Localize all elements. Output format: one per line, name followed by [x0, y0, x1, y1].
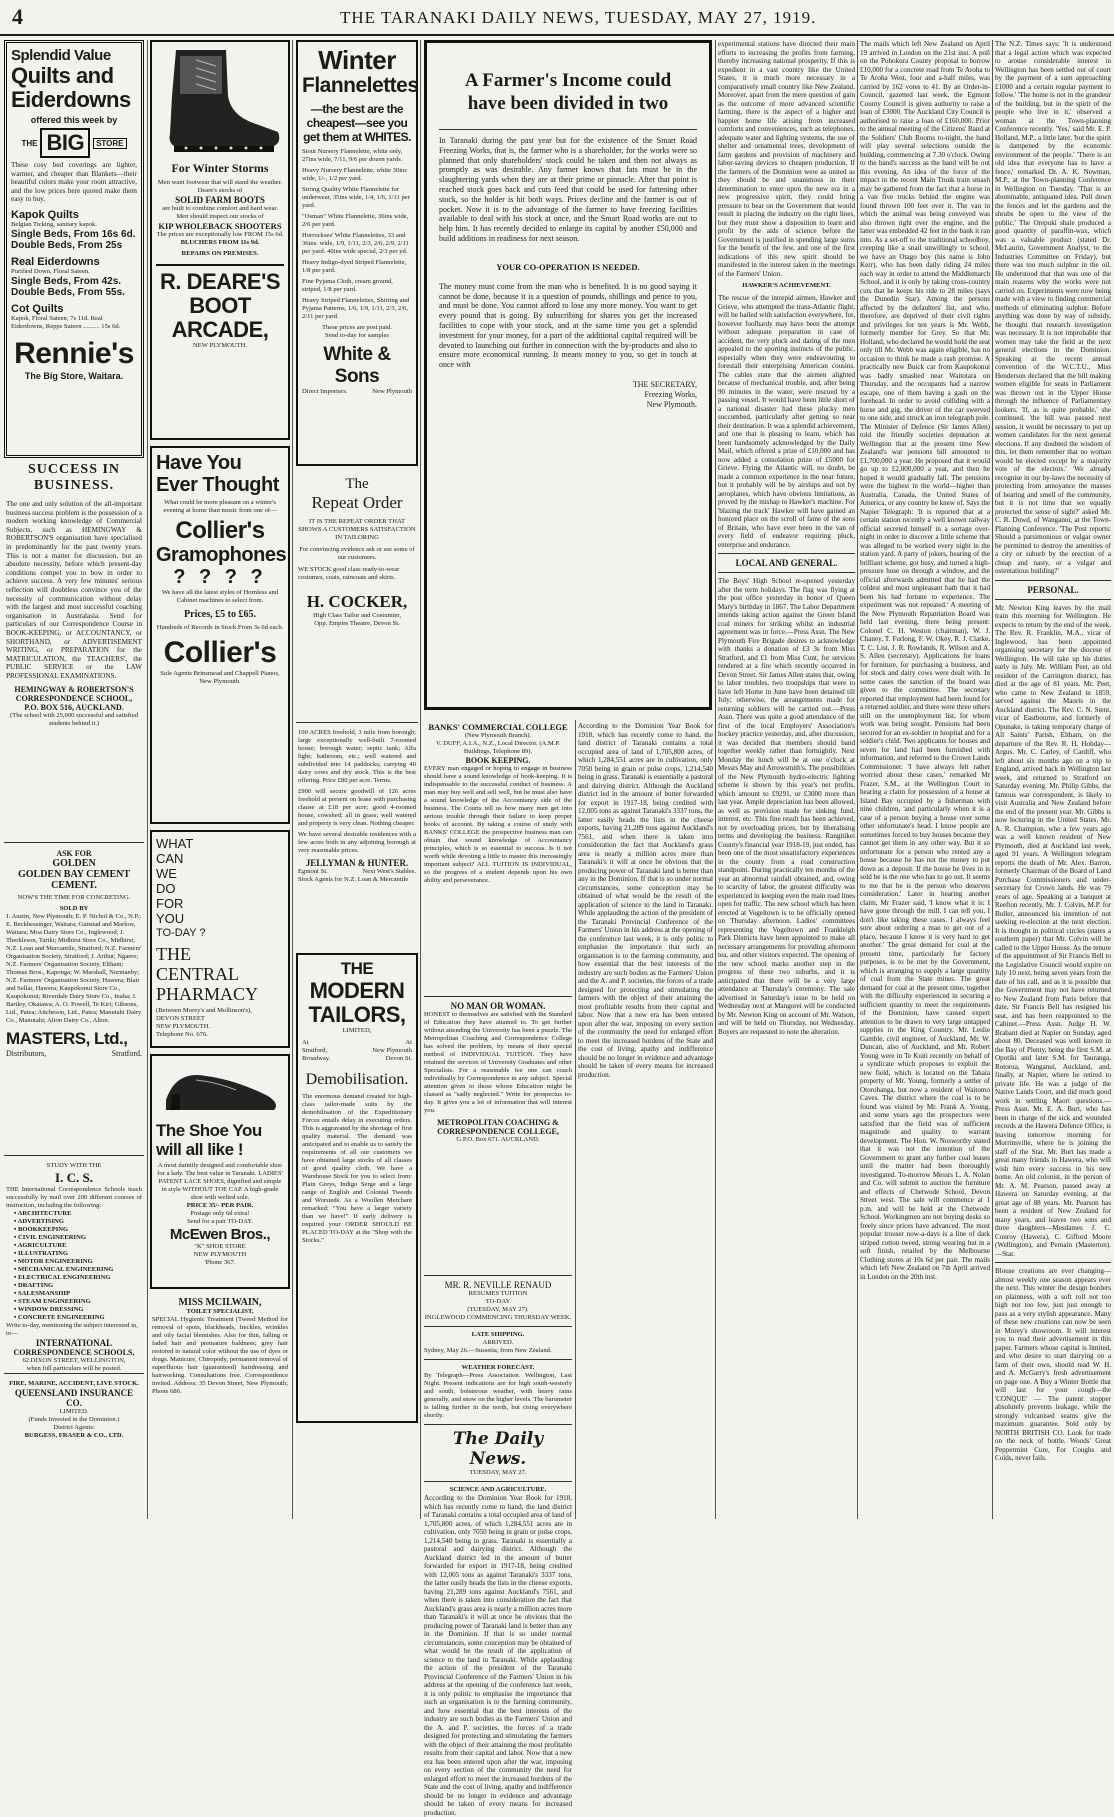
boot-illustration [156, 46, 284, 156]
rennie-ad: Splendid Value Quilts and Eiderdowns offered this week by THE BIG STORE These cosy bed coverings are lighter, warmer, and cheaper than Blankets—their beautiful colors make your room attractive, and the low prices here quoted make them easy to buy. Kapok Quilts Belgian Ticking, sanitary kapok. Single Beds, From 16s 6d. Double Beds, From 25s Real Eiderdowns Purified Down, Floral Sateen. Single Beds, From 42s. Double Beds, From 55s. Cot Quilts Kapok, Floral Sateen, 7s 11d. Real Eiderdowns, Repps Sateen .......... 15s 6d. Rennie's The Big Store, Waitara. [4, 40, 144, 458]
course-item: ▪ MOTOR ENGINEERING [14, 1258, 93, 1265]
mcilwain-ad: MISS MCILWAIN, TOILET SPECIALIST, SPECIAL Hygienic Treatment (Tweed Method for removal of spots, blackheads, freckles, wrinkles and oily facial blemishes. Also for thin, falling or faded hair and premature baldness; grey hair restored to natural color without the use of dyes or drugs. Manicure, Chiropody, permanent removal of superfluous hair (guaranteed) hairdressing and hairworking. Consultations free. Correspondence invited. Address: 35 Devon Street, New Plymouth; Phone 686. [152, 1297, 288, 1395]
whites-logo: White & Sons [323, 344, 391, 387]
course-item: ▪ DRAFTING [14, 1282, 54, 1289]
pharmacy-slogan-line: CAN [156, 851, 184, 866]
editorial-continuation: According to the Dominion Year Book for 1918, which has recently come to hand, the land district of Taranaki contains a total occupied area of land of 1,705,800 acres, of which 1,284,551 acres are in cultivation, only 7050 being in grain or pulse crops, 1,214,540 being in grass. Taranaki is essentially a pastoral and dairying district. Although the Auckland district led in the amount of butter forwarded for export in 1917-18, being credited with 12,005 tons as against Taranaki's 3337 tons, the latter easily heads the lists in the cheese exports, having 21,289 tons against Auckland's 7561, and when there is taken into consideration the fact that Auckland's grass area is nearly a million acres more than Taranaki's it will at once be obvious that the producing power of Taranaki land is better than any in the Dominion. If that is so under normal circumstances, some conception may be obtained of what would be the result of the application of science to the land in Taranaki. While applauding the action of the president of the Taranaki Provincial Conference of the Farmers' Union in his address at the opening of the conference last week, it is only politic to emphasise the importance that such an organisation is to the farming community, and how essential that the best interests of the industry are such bodies as the Farmers' Union and the A. and P. societies, the forces of a trade designed for protecting and stimulating the farmers with the object of their attaining the most profitable results from their capital and labor. Now that a new era has been entered upon after the war, imposing on every section of the community the need for enlarged effort to meet the increased burdens of the State and the cost of living, apathy and indifference should be no longer in evidence and advantage should be taken of every means for increased production. [578, 722, 713, 1079]
cocker-ad: The Repeat Order IT IS THE REPEAT ORDER THAT SHOWS A CUSTOMERS SATISFACTION IN TAILORING For convincing evidence ask or see some of our customers. WE STOCK good class ready-to-wear costumes, coats, raincoats and skirts. H. COCKER, High Class Tailor and Costumier, Opp. Empire Theatre, Devon St. [298, 476, 416, 627]
ad-headline: MR. R. NEVILLE RENAUD [444, 1280, 552, 1290]
course-item: ▪ ARCHITECTURE [14, 1210, 72, 1217]
ad-headline: NO MAN OR WOMAN. [450, 1001, 546, 1011]
personal-news: Mr. Newton King leaves by the mail train this morning for Wellington. He expects to return by the end of the week. The Rev. R. Franklin, M.A., vicar of Inglewood, has been appointed organising secretary for the diocese of Wellington. He will take up his duties early in July. Mr. William Peet, an old resident of the Carrington district, has died at the age of 81 years. Mr. Peet, who came to New Zealand in 1859, served against the Maoris in the Auckland district. The Rev. C. N. Stent, vicar of Eastbourne, and formerly of Opunake, is taking temporary charge of All Saints' Parish, Eltham, on the departure of the Rev. R. H. Hobday—Argus. Mr. C. Carley, of Cardiff, who left about six months ago on a trip to England, arrived back in Wellington last week, and returned to Stratford on Saturday evening. Mr. Philip Gibbs, the famous war correspondent, is likely to visit Australia and New Zealand before the end of the present year. Mr. Gibbs is now lecturing in the United States. Mr. A. R. Champion, who a few years ago was a well known resident of New Plymouth, died at Auckland last week, aged 91 years. A Wellington telegram reports the death of Mr. Alex. Barron, formerly Chairman of the Board of Land Purchase Commissioners and under-secretary for Crown lands. He was 79 years of age. Speaking at a banquet at Reefton recently, Mr. J. Colvin, M.P. for Buller, announced his intention of not seeking re-election at the next election. It is thought in political circles (states a southern paper) that Mr. Colvin will be called to the Upper House. As the tenure of the appointment of Sir Francis Bell to the Legislative Council would expire on July 10 next, being seven years from the date of his call, and as it is possible that the Government may not have returned to New Zealand from Paris before that date, Sir Francis Bell has resigned his seat, and has been reappointed to the Cabinet.—Press Assn. Judge H. W. Brabant died at Napier on Sunday, aged about 80. Deceased was well known in the Bay of Plenty, being the first S.M. at Opotiki and later S.M. for Tauranga, Rotorua, Wanganui, Auckland, and, finally, at Napier, where he retired to private life. He was a judge of the Native Lands Court, and did much good work in settling Maori questions.—Press Assn. Mr. E. A. Burt, who has been in charge of the sick and wounded records at the Hawera Defence Office, is leaving tomorrow morning for Morrinsville, where he is joining the staff of the Star. Mr. Burt has made a great many friends in Hawera, who will wish him every success in his new home. An old colonist, in the person of Mr. A. M. Pearson, passed away at Hawera on Saturday evening, at the great age of 88 years. Mr. Pearson has been a resident of New Zealand for many years, and leaves two sons and three daughters—Mesdames J. C. Conroy (Hawera), C. Gifford Moore (Wellington), and Pernain (Masterton).—Star. [995, 603, 1111, 1258]
ics-ad: STUDY WITH THE I. C. S. THE International Correspondence Schools teach successfully by mail over 200 different courses of instruction, including the following: ▪ ARCHITECTURE ▪ ADVERTISING ▪ BOOKKEEPING ▪ CIVIL ENGINEERING ▪ AGRICULTURE ▪ ILLUSTRATING ▪ MOTOR ENGINEERING ▪ MECHANICAL ENGINEERING ▪ ELECTRICAL ENGINEERING ▪ DRAFTING ▪ SALESMANSHIP ▪ STEAM ENGINEERING ▪ WINDOW DRESSING ▪ CONCRETE ENGINEERING Write to-day, mentioning the subject interested in, to— INTERNATIONAL CORRESPONDENCE SCHOOLS, 62 DIXON STREET, WELLINGTON, when full particulars will be posted. [6, 1162, 142, 1372]
pharmacy-slogan-line: WHAT [156, 836, 194, 851]
column-rule [715, 40, 716, 1519]
late-shipping: LATE SHIPPING. ARRIVED. Sydney, May 26.—Sussetia, from New Zealand. [424, 1331, 552, 1354]
pharmacy-slogan-line: TO-DAY ? [156, 927, 206, 939]
masters-logo: MASTERS, Ltd., [6, 1029, 128, 1048]
deare-ad: For Winter Storms Men want footwear that will stand the weather. Deare's stocks of SOLID FARM BOOTS are built to combine comfort and hard wear. Men should inspect our stocks of KIP WHOLEBACK SHOOTERS The prices are exceptionally low FROM 15s 6d. BLUCHERS FROM 11s 9d. REPAIRS ON PREMISES. R. DEARE'S BOOT ARCADE, NEW PLYMOUTH. [150, 40, 290, 440]
ad-headline: Quilts and [11, 63, 114, 88]
flannelette-item: Fine Pyjama Cloth, cream ground, striped, 1/8 per yard. [302, 278, 393, 293]
queensland-insurance-ad: FIRE, MARINE, ACCIDENT, LIVE STOCK. QUEENSLAND INSURANCE CO. LIMITED. (Funds Invested in the Dominion.) District Agents: BURGESS, FRASER & CO., LTD. [4, 1378, 144, 1442]
ad-headline: Eiderdowns [11, 87, 131, 112]
column-rule [575, 720, 576, 1519]
cocker-logo: H. COCKER, [306, 592, 408, 611]
flannelette-item: Horrockses' White Flannelettes, 33 and 36ins. wide, 1/9, 1/11, 2/3, 2/6, 2/9, 2/11 per yard. 40ins wide special, 2/3 per yd. [302, 232, 409, 255]
column-1 [4, 40, 144, 1519]
column-rule [292, 40, 293, 1519]
pharmacy-slogan-line: FOR [156, 896, 184, 911]
course-list [14, 1210, 142, 1322]
column-2 [150, 40, 290, 1519]
course-item: ▪ SALESMANSHIP [14, 1290, 71, 1297]
flannelette-list [302, 148, 412, 321]
ad-headline: CENTRAL [156, 964, 239, 984]
course-item: ▪ ILLUSTRATING [14, 1250, 69, 1257]
colliers-ad: Have You Ever Thought What could be more pleasant on a winter's evening at home than music from one of— Collier's Gramophones ? ? ? ? We have all the latest styles of Hornless and Cabinet machines to select from. Prices, £5 to £65. Hundreds of Records in Stock From 3s 6d each. Collier's Sole Agents Brinsmead and Chappell Pianos, New Plymouth. [150, 446, 290, 824]
flannelette-item: Heavy Striped Flannelettes, Shirting and Pyjama Patterns, 1/6, 1/9, 1/11, 2/3, 2/6, 2/11 per yard. [302, 297, 410, 320]
course-item: ▪ ELECTRICAL ENGINEERING [14, 1274, 111, 1281]
section-heading: HAWKER'S ACHIEVEMENT. [742, 282, 831, 289]
modern-tailors-ad: THE MODERN TAILORS, LIMITED, At At Stratford, New Plymouth Broadway. Devon St. Demobilisation. The enormous demand created for high-class tailor-made suits by the demobilisation of the Expeditionary Forces entails delay in executing orders. This is aggravated by the shortage of first quality material. The demand was anticipated and to enable us to satisfy the requirements of all our customers we have obtained large stocks of all classes of good quality cloth. We have a Warehouse Stock for you to select from: Plain Greys, Indigo Serge and a large range of English and Colonial Tweeds and Worsteds. As a Woollen Merchant remarked: "You have a larger variety than we have!" If early delivery is required your ORDER SHOULD BE PLACED TO-DAY at the "Shop with the Stocks." [296, 953, 418, 1423]
column-5-lower [578, 722, 713, 1519]
ad-text: The one and only solution of the all-important business success problem is the possession of a modern working knowledge of Commercial Subjects, such as HEMINGWAY & ROBERTSON'S organisation have specialised in predominantly for the past twenty years. This is not a matter for discussion, but an absolute necessity, before which present-day conditions compel you to bow in order to achieve success. A very few minutes' serious reflection will doubtless convince you of the necessity of communication without delay with the largest and most successful coaching organisation in Australasia. Send for particulars of our Correspondence Course in BOOK-KEEPING, or ACCOUNTANCY, or SHORTHAND, or ADVERTISEMENT WRITING, or PREPARATION for the MATRICULATION, the TEACHERS', the PUBLIC SERVICE or the LAW PROFESSIONAL EXAMINATIONS. [6, 500, 142, 680]
column-rule [147, 40, 148, 1519]
ad-subhead: Cot Quilts [11, 302, 64, 315]
ad-headline: The Shoe You [156, 1121, 262, 1140]
column-rule [992, 40, 993, 1519]
pharmacy-slogan-line: WE [156, 866, 177, 881]
ad-headline: Splendid Value [11, 47, 111, 64]
banks-college-ad: BANKS' COMMERCIAL COLLEGE (New Plymouth Branch). V. DUFF, A.I.A., N.Z., Local Director. (A.M.P. Buildings, Telephone 89). BOOK KEEPING. EVERY man engaged or hoping to engage in business should have a sound knowledge of book-keeping. It is indispensable to the successful conduct of business. A man may buy well and sell well, but he must also have a sound knowledge of the Accountancy side of the business. The Courts tell us how many men get into serious trouble through their failure to keep proper books of account. By taking a course of study with BANKS' COLLEGE the prospective business man can obtain that sound knowledge of Accountancy principles, which is so essential to success. Is it not worth while devoting a little to master this increasingly important subject? ALL TUITION IS INDIVIDUAL, so the progress of a student depends upon his own ability and perseverance. [424, 722, 572, 884]
renaud-notice: MR. R. NEVILLE RENAUD RESUMES TUITION TO-DAY (TUESDAY, MAY 27). INGLEWOOD COMMENCING THURSDAY WEEK. [424, 1280, 572, 1321]
course-item: ▪ MECHANICAL ENGINEERING [14, 1266, 114, 1273]
page-number: 4 [12, 4, 23, 29]
ad-headline: Ever Thought [156, 474, 279, 496]
column-8: The N.Z. Times says: 'It is understood that a legal action which was expected to arouse considerable interest in Wellington has been settled out of court by the payment of a sum approaching £1000 and a certain regular payment to follow.' 'The home is not in the grandeur of the building, but in the spirit of the people who live in it,' observed a woman at the Town-planning Conference recently. 'Yes,' said Mr. E. P. Holland, M.P., a little later, 'but the spirit is dampened by the economic environment of the people.' 'There is an old idea that everyone has to have a fence,' remarked Dr. A. K. Newman, M.P., at the Town-planning Conference in Wellington on Tuesday. 'That is an abominable, antiquated idea. Pull down the fences and let the gardens and the shrubs be open to the view of the public.' The Orepuki shale produced a good quantity of paraffin-wax, which was a valuable product (stated Dr. McLaurin, Government Analyst, to the Industries Committee on Friday), but there was too much sulphur in the oil. He understood that that was one of the main reasons why the works were not carried on. Experiments were now being made with a view to finding commercial methods of eliminating sulphur. Before anything was done by way of subsidy, he thought that research investigation was necessary. It is not improbable that women may take the field at the next general elections in the Dominion. Speaking at the recent annual convention of the W.C.T.U., Miss Henderson declared that the bill making women eligible for seats in Parliament was thrown out in the Upper House through the influence of Parliamentary lookers. 'If, as is quite probable,' she continued, 'the bill was passed next session, it would be necessary to put up women candidates for the next general elections. If any doubted the wisdom of this, let them remember that no woman would be elected except by a majority vote of the electors.' 'We already recognise in our by-laws the necessity of protecting from annoyance the masses of hearing and smell of the community, but it is not time that we equally protected the sense of sight?' asked Mr. C. R. Dowd, of Wanganui, at the Town-Planning Conference. 'The Post reports: Should a parsimonious or vulgar owner be permitted to destroy the amenities of a city or suburb by the erection of a cheap and nasty, or a vulgar and ostentatious building?' PERSONAL. Mr. Newton King leaves by the mail train this morning for Wellington. He expects to return by the end of the week. The Rev. R. Franklin, M.A., vicar of Inglewood, has been appointed organising secretary for the diocese of Wellington. He will take up his duties early in July. Mr. William Peet, an old resident of the Carrington district, has died at the age of 81 years. Mr. Peet, who came to New Zealand in 1859, served against the Maoris in the Auckland district. The Rev. C. N. Stent, vicar of Eastbourne, and formerly of Opunake, is taking temporary charge of All Saints' Parish, Eltham, on the departure of the Rev. R. H. Hobday—Argus. Mr. C. Carley, of Cardiff, who left about six months ago on a trip to England, arrived back in Wellington last week, and returned to Stratford on Saturday evening. Mr. Philip Gibbs, the famous war correspondent, is likely to visit Australia and New Zealand before the end of the present year. Mr. Gibbs is now lecturing in the United States. Mr. A. R. Champion, who a few years ago was a well known resident of New Plymouth, died at Auckland last week, aged 91 years. A Wellington telegram reports the death of Mr. Alex. Barron, formerly Chairman of the Board of Land Purchase Commissioners and under-secretary for Crown lands. He was 79 years of age. Speaking at a banquet at Reefton recently, Mr. J. Colvin, M.P. for Buller, announced his intention of not seeking re-election at the next election. It is thought in political circles (states a southern paper) that Mr. Colvin will be called to the Upper House. As the tenure of the appointment of Sir Francis Bell to the Legislative Council would expire on July 10 next, being seven years from the date of his call, and as it is possible that the Government may not have returned to New Zealand from Paris before that date, Sir Francis Bell has resigned his seat, and has been reappointed to the Cabinet.—Press Assn. Judge H. W. Brabant died at Napier on Sunday, aged about 80. Deceased was well known in the Bay of Plenty, being the first S.M. at Opotiki and later S.M. for Tauranga, Rotorua, Wanganui, Auckland, and, finally, at Napier, where he retired to private life. He was a judge of the Native Lands Court, and did much good work in settling Maori questions.—Press Assn. Mr. E. A. Burt, who has been in charge of the sick and wounded records at the Hawera Defence Office, is leaving tomorrow morning for Morrinsville, where he is joining the staff of the Star. Mr. Burt has made a great many friends in Hawera, who will wish him every success in his new home. An old colonist, in the person of Mr. A. M. Pearson, passed away at Hawera on Saturday evening, at the great age of 88 years. Mr. Pearson has been a resident of New Zealand for many years, and leaves two sons and three daughters—Mesdames J. C. Conroy (Hawera), C. Gifford Moore (Wellington), and Pernain (Masterton).—Star. Blouse creations are ever changing—almost weekly one season appears ever the next. This winter the design borders on plainness, with a soft roll not too high nor too low, just just enough to pass as a very stylish appearance. Many of these new creations can now be seen in Morey's showroom. It will interest you to read their advertisement in this paper. Farmers whose capital is limited, and who desire to start dairying on a farm of their own, should read W. H. and A. McGarry's fresh advertisement on page one. A Buy a Winter Bottle that will last for your cough—the 'CONQUE' — The patent stopper absolutely prevents leakage, while the strongly vulcanised seams give the maximum guarantee. Sold only by NORTH BRITISH CO. Look for trade on the neck of bottle. Woods' Great Peppermint Cure, For Coughs and Colds, never fails. [995, 40, 1111, 1462]
ad-headline: GOLDEN [52, 858, 96, 869]
newspaper-title: THE TARANAKI DAILY NEWS, TUESDAY, MAY 27, 1919. [340, 8, 817, 27]
ad-headline: A Farmer's Income could have been divided in two [464, 70, 672, 114]
course-item: ▪ ADVERTISING [14, 1218, 64, 1225]
ad-headline: For Winter Storms [171, 161, 269, 175]
course-item: ▪ BOOKKEEPING [14, 1226, 69, 1233]
ad-headline: Flannelettes [302, 74, 419, 97]
ad-headline: I. C. S. [55, 1170, 93, 1185]
stockist-list: J. Austin, New Plymouth; E. P. Nichol & Co., N.P.; E. Beckbessinger, Waitara; Gunstad and Marlow, Waitara; Moa Dairy Store Co., Inglewood; J. Therkleson, Tariki; Midhirst Store Co., Midhirst; N.Z. Loan and Mercantile, Stratford; N.Z. Farmers' Organisation Society, Stratford; J. Arthur, Ngaere; N.Z. Farmers' Organisation Society, Eltham; Thomas Bros., Kaponga; W. Marshall, Normanby; N.Z. Farmers' Organisation Society, Hawera; Blair and Sellar, Hawera; Kaupokonui Store Co., Kaupokonui; Riverdale Dairy Store Co., Inaha; J. Bartley, Okaiawa; A. O. Powell, Te Kiri; Gibsons, Ltd., Patea; Aitcheson, Ltd., Patea; Manutahi Dairy Co., Manutahi; Alton Dairy Co., Alton. [6, 913, 142, 1024]
ad-headline: Repeat Order [311, 493, 403, 512]
course-item: ▪ STEAM ENGINEERING [14, 1298, 91, 1305]
hemingway-ad: SUCCESS IN BUSINESS. The one and only solution of the all-important business success problem is the possession of a modern working knowledge of Commercial Subjects, such as HEMINGWAY & ROBERTSON'S organisation have specialised in predominantly for the past twenty years. This is not a matter for discussion, but an absolute necessity, before which present-day conditions compel you to bow in order to achieve success. A very few minutes' serious reflection will doubtless convince you of the necessity of communication without delay with the largest and most successful coaching organisation in Australasia. Send for particulars of our Correspondence Course in BOOK-KEEPING, or ACCOUNTANCY, or SHORTHAND, or ADVERTISEMENT WRITING, or PREPARATION for the MATRICULATION, the TEACHERS', the PUBLIC SERVICE or the LAW PROFESSIONAL EXAMINATIONS. HEMINGWAY & ROBERTSON'S CORRESPONDENCE SCHOOL, P.O. BOX 516, AUCKLAND. (The school with 25,000 successful and satisfied students behind it.) [6, 462, 142, 728]
golden-bay-cement-ad: ASK FOR GOLDEN GOLDEN BAY CEMENT CEMENT. NOW'S THE TIME FOR CONCRETING. SOLD BY J. Austin, New Plymouth; E. P. Nichol & Co., N.P.; E. Beckbessinger, Waitara; Gunstad and Marlow, Waitara; Moa Dairy Store Co., Inglewood; J. Therkleson, Tariki; Midhirst Store Co., Midhirst; N.Z. Loan and Mercantile, Stratford; N.Z. Farmers' Organisation Society, Stratford; J. Arthur, Ngaere; N.Z. Farmers' Organisation Society, Eltham; Thomas Bros., Kaponga; W. Marshall, Normanby; N.Z. Farmers' Organisation Society, Hawera; Blair and Sellar, Hawera; Kaupokonui Store Co., Kaupokonui; Riverdale Dairy Store Co., Inaha; J. Bartley, Okaiawa; A. O. Powell, Te Kiri; Gibsons, Ltd., Patea; Aitcheson, Ltd., Patea; Manutahi Dairy Co., Manutahi; Alton Dairy Co., Alton. MASTERS, Ltd., Distributors, Stratford. [6, 849, 142, 1058]
rennie-logo: Rennie's [14, 336, 134, 370]
ad-text: These cosy bed coverings are lighter, warmer, and cheaper than Blankets—their beautiful colors make your room attractive, and the low prices here quoted make them easy to buy. [11, 161, 137, 204]
shoe-illustration [156, 1060, 284, 1116]
deare-logo: R. DEARE'S [159, 269, 281, 294]
flannelette-item: "Osman" White Flannelette, 36ins wide, 2/6 per yard. [302, 213, 409, 228]
column-rule [857, 40, 858, 1519]
editorial-text: According to the Dominion Year Book for 1918, which has recently come to hand, the land district of Taranaki contains a total occupied area of land of 1,705,800 acres, of which 1,284,551 acres are in cultivation, only 7050 being in grain or pulse crops, 1,214,540 being in grass. Taranaki is essentially a pastoral and dairying district. Although the Auckland district led in the amount of butter forwarded for export in 1917-18, being credited with 12,005 tons as against Taranaki's 3337 tons, the latter easily heads the lists in the cheese exports, having 21,289 tons against Auckland's 7561, and when there is taken into consideration the fact that Auckland's grass area is nearly a million acres more than Taranaki's it will at once be obvious that the producing power of Taranaki land is better than any in the Dominion. If that is so under normal circumstances, some conception may be obtained of what would be the result of the application of science to the land in Taranaki. While applauding the action of the president of the Taranaki Provincial Conference of the Farmers' Union in his address at the opening of the conference last week, it is only politic to emphasise the importance that such an organisation is to the farming community, and how essential that the best interests of the industry are such bodies as the Farmers' Union and the A. and P. societies, the forces of a trade designed for protecting and stimulating the farmers with the object of their attaining the most profitable results from their capital and labor. Now that a new era has been entered upon after the war, imposing on every section of the community the need for enlarged effort to meet the increased burdens of the State and the cost of living, apathy and indifference should be no longer in evidence and advantage should be taken of every means for increased production. [424, 1494, 572, 1817]
mcewen-logo: McEwen Bros., [169, 1226, 271, 1243]
newspaper-nameplate: The Daily News. [452, 1429, 544, 1469]
flannelette-item: Heavy Indigo-dyed Striped Flannelette, 1/8 per yard. [302, 259, 407, 274]
ad-headline: Demobilisation. [305, 1071, 409, 1088]
mcewen-ad: The Shoe You will all like ! A most daintily designed and comfortable shoe for a lady. The best value in Taranaki. LADIES' PATENT LACE SHOES, dignified and simple in style WITHOUT TOE CAP. A high-grade shoe with welted sole. PRICE 35/- PER PAIR. Postage only 6d extra! Send for a pair TO-DAY. McEwen Bros., "K" SHOE STORE NEW PLYMOUTH 'Phone 367. [150, 1054, 290, 1289]
central-pharmacy-ad: WHAT CAN WE DO FOR YOU TO-DAY ? THE CENTRAL PHARMACY (Between Morey's and Mollinson's), DEVON STREET NEW PLYMOUTH. Telephone No. 676. [150, 830, 290, 1048]
ad-headline: CEMENT. [51, 880, 97, 891]
metropolitan-college-ad: NO MAN OR WOMAN. HONEST to themselves are satisfied with the Standard of Education they have attained to. To get further without attending the University has been a puzzle. The Metropolitan Coaching and Correspondence College has solved the problem, by means of their special method of INDIVIDUAL TUITION. They have retained the services of University Graduates and other Specialists. For a reasonable fee one can coach individually by Correspondence in any subject. Special attention given to those whose Education might be classed as "sadly neglected." Write for prospectus to-day. It gives you a lot of information that will interest you. METROPOLITAN COACHING & CORRESPONDENCE COLLEGE, G.P.O. Box 671. AUCKLAND. [424, 1001, 572, 1143]
editorial-continuation: experimental stations have directed their main efforts to increasing the profits from farming, thereby increasing national prosperity. If this is expedient in a vast country like the United States, it is much more necessary in a comparatively small country like New Zealand. Moreover, apart from the mere question of gain as the outcome of more advanced scientific farming, there is the aspect of a higher and happier home life arising from increased comforts and conveniences, such as telephones, adequate water and lighting systems, the use of shelter and ornamental trees, development of farm gardens and provision of machinery and labor-saving devices to cheapen production. If the farmers of the Dominion were as united as they should be and unanimous in their determination to enter upon the new era in a new progressive spirit, they could bring pressure to bear on the Government that would result in placing the industry on the right lines, but they must show a disposition to learn and profit by the aids of science before the Government is justified in spending large sums for the benefit of the few, and one of the first indications of this new spirit should be manifested in the interest taken in the meetings of the Farmers' Union. [718, 40, 855, 278]
section-heading: LOCAL AND GENERAL. [735, 558, 838, 568]
section-heading: PERSONAL. [1027, 584, 1079, 595]
ad-headline: MODERN [309, 978, 405, 1003]
ad-text: offered this week by [30, 115, 118, 125]
colliers-logo: Collier's [163, 636, 277, 669]
ad-headline: will all like ! [156, 1140, 243, 1159]
local-news: The Boys' High School re-opened yesterday after the term holidays. The flag was flying at the post office yesterday in honor of Queen Mary's birthday in 1867. The Labor Department intends taking action against the Green Island coal miners for striking whilst an industrial agreement was in force.—Press Assn. The New Plymouth Fire Brigade desires to acknowledge with thanks a donation of £3 3s from Miss Stratford, and £1 from Miss Cunt, for services rendered at a fire which recently occurred in Devon Street. Sir James Allen states that, owing to labor troubles, two troopships that were to have left Home in June have been detained till July; otherwise, the arrangements made for returning soldiers will be carried out.—Press Assn. There was quite a good attendance of the first of the local Employers' Association's hockey practice yesterday, and, after discussion, it was decided that members should band together weekly rather than fortnightly. Next Monday the lunch will be at one o'clock at Messrs May and Arrowsmith's. The possibilities of the New Plymouth hydro-electric lighting scheme is shown by this year's net profits, which amount to £9291, or £3000 more than last year. Ample depreciation has been allowed, as well as provision made for sinking fund, interest, etc. This fine result has been achieved, not by overloading prices, but by liberalising terms and developing the business. Rangitikei County's financial year 1918-19, just ended, has been one of the most unsatisfactory experiences in the county from a road construction standpoint. During practically ten months of the year an abnormal rainfall obtained, and, owing to scarcity of labor, the greatest difficulty was experienced in keeping even the main road lines open for traffic. The new school which has been erected at Vogeltown is to be officially opened on Thursday afternoon. Ladies' committees representing the Vogeltown and Frankleigh Park Districts have been appointed to make all necessary arrangements for providing afternoon tea, and other visitors expected. The opening of the new school marks another step in the progress of these two suburbs, and it is anticipated that there will be a very large attendance at Thursday's ceremony. The sale advertised in Saturday's issue to be held on Wednesday next at Mangorei will be conducted by Mr. Newton King on account of Mr. Watson, and will be held on Thursday, not Wednesday. Buyers are requested to note the alteration. [718, 577, 855, 1036]
course-item: ▪ WINDOW DRESSING [14, 1306, 84, 1313]
ad-headline: SUCCESS IN [27, 462, 121, 477]
course-item: ▪ CONCRETE ENGINEERING [14, 1314, 105, 1321]
column-rule [420, 40, 421, 1519]
ad-headline: TAILORS, [308, 1002, 406, 1027]
flannelette-item: Stout Nursery Flannelette, white only, 27ins wide, 7/11, 9/6 per dozen yards. [302, 148, 403, 163]
weather-forecast: WEATHER FORECAST. By Telegraph—Press Association. Wellington, Last Night. Present indications are for high south-westerly and south, boisterous weather, with heavy rains generally, and snow on the higher levels. The barometer is falling further in the north, but rising everywhere shortly. [424, 1364, 572, 1419]
column-7 [860, 40, 990, 1519]
ad-subhead: Real Eiderdowns [11, 255, 100, 268]
pharmacy-slogan-line: YOU [156, 911, 185, 926]
whites-ad: Winter Flannelettes —the best are the cheapest—see you get them at WHITES. Stout Nursery Flannelette, white only, 27ins wide, 7/11, 9/6 per dozen yards. Heavy Nursery Flannelette, white 30ins wide, 1/-, 1/2 per yard. Strong Quality White Flannelette for underwear, 35ins wide, 1/4, 1/6, 1/11 per yard. "Osman" White Flannelette, 36ins wide, 2/6 per yard. Horrockses' White Flannelettes, 33 and 36ins. wide, 1/9, 1/11, 2/3, 2/6, 2/9, 2/11 per yard. 40ins wide special, 2/3 per yd. Heavy Indigo-dyed Striped Flannelette, 1/8 per yard. Fine Pyjama Cloth, cream ground, striped, 1/8 per yard. Heavy Striped Flannelettes, Shirting and Pyjama Patterns, 1/6, 1/9, 1/11, 2/3, 2/6, 2/11 per yard. These prices are post paid. Send to-day for samples White & Sons Direct Importers. New Plymouth [296, 40, 418, 466]
pharmacy-slogan [156, 836, 284, 940]
daily-news-leader: The Daily News. TUESDAY, MAY 27. SCIENCE AND AGRICULTURE. According to the Dominion Year Book for 1918, which has recently come to hand, the land district of Taranaki contains a total occupied area of land of 1,705,800 acres, of which 1,284,551 acres are in cultivation, only 7050 being in grain or pulse crops, 1,214,540 being in grass. Taranaki is essentially a pastoral and dairying district. Although the Auckland district led in the amount of butter forwarded for export in 1917-18, being credited with 12,005 tons as against Taranaki's 3337 tons, the latter easily heads the lists in the cheese exports, having 21,289 tons against Auckland's 7561, and when there is taken into consideration the fact that Auckland's grass area is nearly a million acres more than Taranaki's it will at once be obvious that the producing power of Taranaki land is better than any in the Dominion. If that is so under normal circumstances, some conception may be obtained of what would be the result of the application of science to the land in Taranaki. While applauding the action of the president of the Taranaki Provincial Conference of the Farmers' Union in his address at the opening of the conference last week, it is only politic to emphasise the importance that such an organisation is to the farming community, and how essential that the best interests of the industry are such bodies as the Farmers' Union and the A. and P. societies, the forces of a trade designed for protecting and stimulating the farmers with the object of their attaining the most profitable results from their capital and labor. Now that a new era has been entered upon after the war, imposing on every section of the community the need for enlarged effort to meet the increased burdens of the State and the cost of living, apathy and indifference should be no longer in evidence and advantage should be taken of every means for increased production. [424, 1429, 572, 1817]
flannelette-item: Strong Quality White Flannelette for underwear, 35ins wide, 1/4, 1/6, 1/11 per yard. [302, 186, 410, 209]
ad-headline: GOLDEN BAY CEMENT [17, 869, 131, 880]
big-store-logo: THE BIG STORE [11, 128, 137, 158]
ad-headline: PHARMACY [156, 984, 259, 1004]
masthead [0, 0, 1114, 36]
ad-headline: BANKS' COMMERCIAL COLLEGE [428, 722, 568, 732]
course-item: ▪ AGRICULTURE [14, 1242, 67, 1249]
local-news-continuation: The mails which left New Zealand on April 19 arrived in London on the 21st inst. A poll on the Pohokura County proposal to borrow £10,000 for a concrete road from Te Aroha to Te Aroha West, four and a-half miles, was carried by 162 votes to 41. By an Order-in-Council, gazetted last week, the Egmont County Council is given authority to raise a loan of £3000. The Auckland City Council is authorised to raise a loan of £160,000. Prior to the annual meeting of the Citizens' Band at the Soldiers' Club Rooms to-night, the band will play several selections outside the building, commencing at 7.30 o'clock. Owing to the band's success as the band will be out this evening. An idea of the force of the impact in the recent Main Trunk train smash may be gathered from the fact that a horse in a van five trucks behind the engine was found thrown 100 feet over it. The van in which the animal was being conveyed was also thrown right over the engine, and the latter was embedded 42 feet in the bank it ran into. As a set-off to the traditional schoolboy, creeping like a snail unwillingly to school, we have an Otago boy (his name is John Kerr), who has been daily riding 24 miles each way in order to attend the Middlemarch School, and it is only by taking cross-country cuts that he keeps his ride to 28 miles (says the Dunedin Star). Among the persons affected by the defaulters' list, and who, therefore, are deprived of their civil rights and privileges for ten years is Mr. Webb, formerly member for Grey. So that Mr. Holland, who declared he would hold the seat only till Mr. Webb was again eligible, has no occasion to think he made a rash promise. A practically new Buick car from Kaupokonui was badly smashed near Waitotara on Thursday, and the occupants had a narrow escape, one of them having a gash on the forehead. In order to avoid colliding with a horse and gig, the driver of the car swerved to one side, and struck an iron telegraph pole. The Minister of Defence (Sir James Allen) told the friendly societies deputation at Wellington that at the present time New Zealand's war pensions bill amounted to £1,700,000 a year. He proposed that it would go up to £2,000,000 a year, and then he hoped it would gradually fall. The pensions were the highest in the world—higher than Australia, Canada, the United States of America, or any country he knew of. Says the Napier Telegraph: 'It is reported that at a certain station recently a well known railway official secreted himself in a sortage over-night in order to discover a little scheme that was alleged to be worked every night in the station yard. A party of jokers, hearing of the brilliant scheme, got busy, and turned a high-pressure hose on through a window, and the official afterwards admitted that he had the coldest and most unpleasant bath that it had been his bad fortune to experience. The experiment was not repeated.' A meeting of the New Plymouth Repatriation Board was held last evening, there being present: Colonel C. H. Weston (chairman), W. J. Chaney, T. Furlong, F. W. Okey, R. J. Clarke, T. C. List, J. R. Rowlands, R. Wilson and A. S. Allen (secretary). Applications for loans for furniture, for purchasing a business, and for stock and dairy cows were dealt with. In some cases the sanction of the board was given to the committee. The secretary reported that employment had been found for a returned soldier, and there were three others still on the unemployment list, for whom work was being sought. Pensions had been secured for an ex-soldier in hospital and for a soldier's child. Two applicants for houses and seven for land had been furnished with information, and referred to the Crown Lands Commissioner. 'I have always felt rather worried about these cases,' remarked Mr Frazer, S.M., at the Wellington Court in hearing a claim for possession of a house at Island Bay occupied by a fisherman with nine children, 'and particularly when it is a case of a person buying a house over some other unfortunate's head. I know people are sometimes forced to buy houses because they cannot get them in any other way. But it so unfortunate for a person who rented any a house because he has not the money to put down as a deposit. If the house he lives in is sold he is the one who has to go out. It seems to me that he is the person who deserves consideration.' Later in hearing another claim, Mr Frazer said, 'I know what it is: I have gone through the mill. I can tell you, I don't like taking these cases. I always feel sore about ordering a man to get out of a place, because I know it is very hard to get another.' The great demand for coal at the present time, particularly for factory purposes, is to be met by the Government, which is arranging to supply a large quantity of coal from the State mines. The great demand for coal at the present time, together with the difficulty experienced in securing a sufficient quantity to meet the requirements of the Dominion, have caused expert attention to be drawn to very large untapped supplies in the King Country. Mr. Leslie Gamble, civil engineer, of Auckland, Mr. W. Duncan, also of Auckland, and Mr. Robert Young were in Te Kuiti recently on behalf of a syndicate which proposes to exploit the new field, which is located on the Tahaia property of Mr. Young, formerly a settler of Otorohanga, but now a resident of Waitomo Caves. The district where the coal is to be found was visited by Mr. Frank A. Young, and some years ago the prospectors were satisfied that the field was of sufficient magnitude and quality to warrant development. The Hon. W. Nosworthy stated that it was not the intention of the Government to grant any further coal leases until the matter had been thoroughly investigated. To-morrow Messrs L. A. Nolan and Co. will submit to auction the furniture and effects of Chetwode School, Devon Street west. The sale will commence at 1 p.m. and will be held at the Chetwode School. Workingmen are not buying desks so freely since prices have advanced. The most popular trouser now-a-days is a line of dark striped cotton tweed, strong wearing but in a soft finish, retailed by the Melbourne Clothing stores at 10s 6d per pair. The mails which left New Zealand on 7th April arrived in London on the 20th inst. [860, 40, 991, 1281]
ad-subhead: Kapok Quilts [11, 208, 79, 221]
flannelette-item: Heavy Nursery Flannelette, white 30ins wide, 1/-, 1/2 per yard. [302, 167, 407, 182]
column-6: experimental stations have directed their main efforts to increasing the profits from farming, thereby increasing national prosperity. If this is expedient in a vast country like the United States, it is much more necessary in a comparatively small country like New Zealand. Moreover, apart from the mere question of gain as the outcome of more advanced scientific farming, there is the aspect of a higher and happier home life arising from increased comforts and conveniences, such as telephones, adequate water and lighting systems, the use of shelter and ornamental trees, development of farm gardens and provision of machinery and labor-saving devices to cheapen production. If the farmers of the Dominion were as united as they should be and unanimous in their determination to enter upon the new era in a new progressive spirit, they could bring pressure to bear on the Government that would result in placing the industry on the right lines, but they must show a disposition to learn and profit by the aids of science before the Government is justified in spending large sums for the benefit of the few, and one of the first indications of this new spirit should be manifested in the interest taken in the meetings of the Farmers' Union. HAWKER'S ACHIEVEMENT. The rescue of the intrepid airmen, Hawker and Grieve, who attempted the trans-Atlantic flight, will be hailed with satisfaction everywhere, for, however foolhardy may have been the attempt without adequate preparation in case of accident, the very pluck and daring of the men appealed to the sporting instincts of the public, especially when they were endeavouring to forestall their enterprising American cousins. The cables state that the airmen alighted because of mechanical trouble, and, after being 90 minutes in the water, were rescued by a passing vessel. It would have been little short of a national disaster had these plucky men succumbed, particularly after getting so near their destination. It was a splendid achievement, and one that is pleasing to learn, which has been handsomely acknowledged by the Daily Mail, which offered a prize of £10,000 and has now added a consolation prize of £5000 for Grieve. Flying the Atlantic will, no doubt, be made a common experience in the near future, but it probably will be by airships and not by aeroplanes, which have obvious limitations, as proved by the mishap to Hawker's machine. For 'blazing the track' Hawker will have gained an honored place on the scroll of fame of the sons of Britain, who have ever been in the van of every field of endeavor requiring pluck, enterprise and endurance. LOCAL AND GENERAL. The Boys' High School re-opened yesterday after the term holidays. The flag was flying at the post office yesterday in honor of Queen Mary's birthday in 1867. The Labor Department intends taking action against the Green Island coal miners for striking whilst an industrial agreement was in force.—Press Assn. The New Plymouth Fire Brigade desires to acknowledge with thanks a donation of £3 3s from Miss Stratford, and £1 from Miss Cunt, for services rendered at a fire which recently occurred in Devon Street. Sir James Allen states that, owing to labor troubles, two troopships that were to have left Home in June have been detained till July; otherwise, the arrangements made for returning soldiers will be carried out.—Press Assn. There was quite a good attendance of the first of the local Employers' Association's hockey practice yesterday, and, after discussion, it was decided that members should band together weekly rather than fortnightly. Next Monday the lunch will be at one o'clock at Messrs May and Arrowsmith's. The possibilities of the New Plymouth hydro-electric lighting scheme is shown by this year's net profits, which amount to £9291, or £3000 more than last year. Ample depreciation has been allowed, as well as provision made for sinking fund, interest, etc. This fine result has been achieved, not by overloading prices, but by liberalising terms and developing the business. Rangitikei County's financial year 1918-19, just ended, has been one of the most unsatisfactory experiences in the county from a road construction standpoint. During practically ten months of the year an abnormal rainfall obtained, and, owing to scarcity of labor, the greatest difficulty was experienced in keeping even the main road lines open for traffic. The new school which has been erected at Vogeltown is to be officially opened on Thursday afternoon. Ladies' committees representing the Vogeltown and Frankleigh Park Districts have been appointed to make all necessary arrangements for providing afternoon tea, and other visitors expected. The opening of the new school marks another step in the progress of these two suburbs, and it is anticipated that there will be a very large attendance at Thursday's ceremony. The sale advertised in Saturday's issue to be held on Wednesday next at Mangorei will be conducted by Mr. Newton King on account of Mr. Watson, and will be held on Thursday, not Wednesday. Buyers are requested to note the alteration. [718, 40, 855, 1036]
course-item: ▪ CIVIL ENGINEERING [14, 1234, 86, 1241]
ad-subhead: YOUR CO-OPERATION IS NEEDED. [496, 261, 640, 272]
column-3 [296, 40, 418, 1519]
ad-headline: QUEENSLAND INSURANCE CO. [14, 1388, 134, 1408]
farmer-income-ad: A Farmer's Income could have been divided in two In Taranaki during the past year but for the existence of the Smart Road Freezing Works, that is, the farmer who is a shareholder, for the works were so planned that only shareholders' stock could be taken and then not always as promptly as was desirable. Any farmer knows that fats must be in the slaughtering yards when they are at their prime or pinnacle. After that point is reached stock goes back and cuts feed that could be used for fattening other stock, so the holder is hit both ways. Prices decline and the farmer is out of pocket. Now it is to the advantage of the farmer to have freezing facilities available to deal with his stock at once, and the Smart Road works are out to help him. It has recently decided to enlarge its capital by another £50,000 and build additions in readiness for next season. YOUR CO-OPERATION IS NEEDED. The money must come from the man who is benefited. It is no good saying it cannot be done, because it is a question of pounds, shillings and pence to you, and must be done. You cannot afford to lose any more money. You want to get every pound that is going. By subscribing for shares you get the increased facilities to cope with your stock, and at the same time you get a splendid investment for your money, for a part of the additional capital required will be devoted to launching out further in connection with the by-products and also to ensure more economical running. It means money to you, so get in touch at once with THE SECRETARY, Freezing Works, New Plymouth. [424, 40, 712, 716]
pharmacy-slogan-line: DO [156, 881, 176, 896]
ad-headline: Winter [318, 45, 396, 75]
column-4 [424, 722, 572, 1817]
ad-headline: Have You [156, 452, 242, 474]
ad-headline: MISS MCILWAIN, [178, 1297, 262, 1308]
ad-headline: BUSINESS. [33, 478, 115, 493]
jellyman-ad: 100 ACRES freehold, 3 mile from borough; large exceptionally well-built 7-roomed house; borough water; septic tank; Alfa light; bathroom, etc.; well watered and subdivided into 14 paddocks; carrying 40 dairy cows and dry stock. This is the best offering. Price £80 per acre. Terms. £900 will secure goodwill of 126 acres freehold at present on lease with purchasing clause at £18 per acre; good 4-roomed house, cowshed; all in grass; well watered and property is very clean. Nothing cheaper. We have several desirable residences with a few acres both in any adjoining borough at very reasonable prices. JELLYMAN & HUNTER. Egmont St. Next West's Stables. Stock Agents for N.Z. Loan & Mercantile [298, 729, 416, 883]
